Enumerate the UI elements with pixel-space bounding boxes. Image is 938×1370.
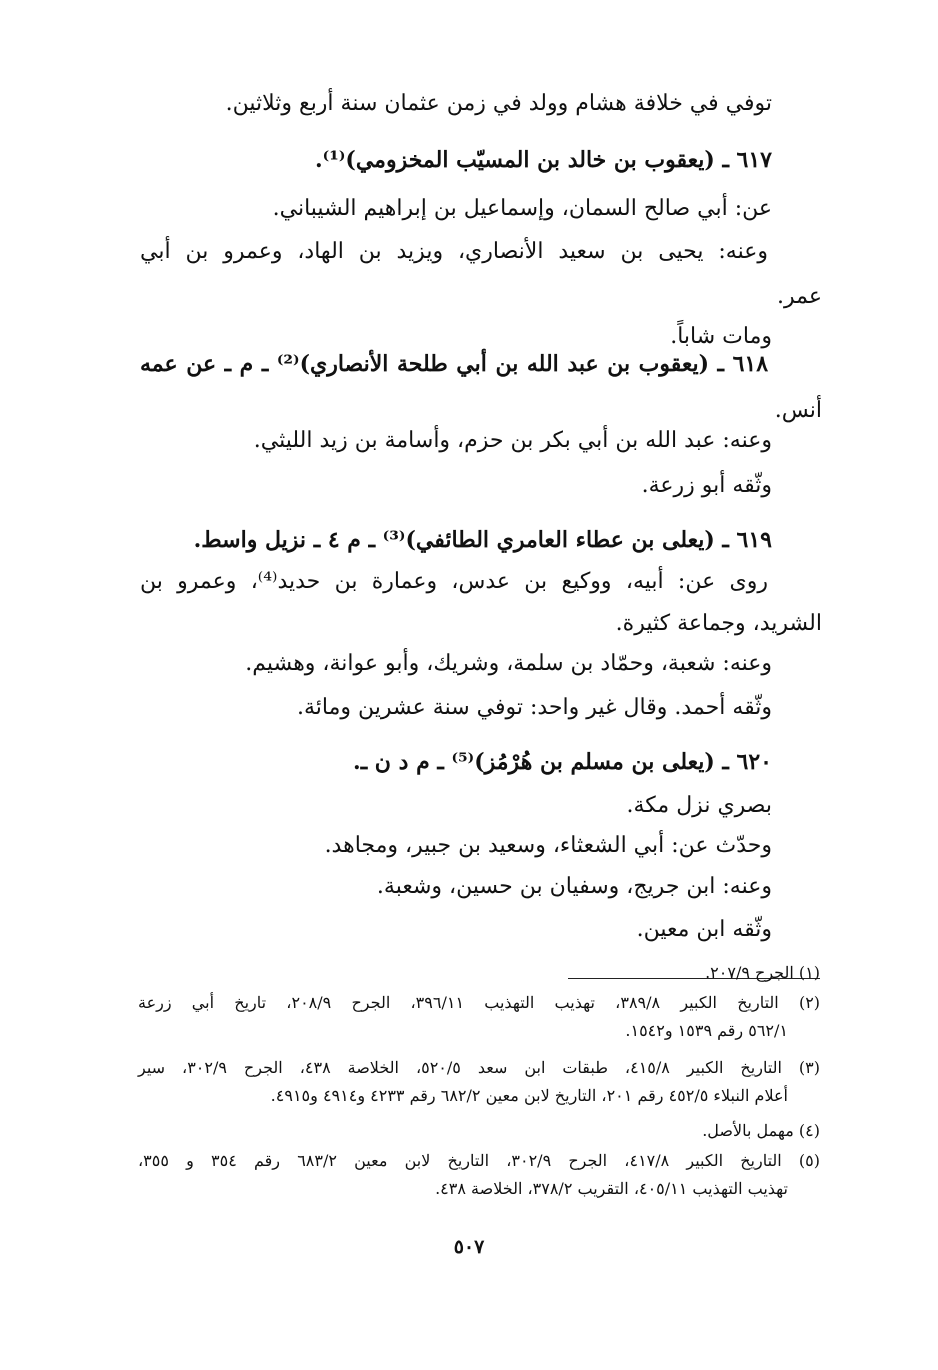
text-line: وحدّث عن: أبي الشعثاء، وسعيد بن جبير، ومجاهد. [324, 833, 772, 858]
footnote-1: (١) الجرح ٢٠٧/٩. [705, 963, 820, 982]
footnote-3-cont: أعلام النبلاء ٤٥٢/٥ رقم ٢٠١، التاريخ لابن معين ٦٨٢/٢ رقم ٤٢٣٣ و٤٩١٤ و٤٩١٥. [270, 1086, 788, 1105]
text-line: وعنه: ابن جريج، وسفيان بن حسين، وشعبة. [376, 874, 772, 899]
footnote-4: (٤) مهمل بالأصل. [702, 1121, 820, 1140]
footnote-2-cont: ٥٦٢/١ رقم ١٥٣٩ و١٥٤٢. [625, 1021, 788, 1040]
text-line: ومات شاباً. [670, 324, 772, 349]
entry-heading-617: ٦١٧ ـ (يعقوب بن خالد بن المسيّب المخزومي)⁽¹⁾. [315, 147, 772, 173]
text-line: بصري نزل مكة. [626, 793, 772, 818]
text-line: عن: أبي صالح السمان، وإسماعيل بن إبراهيم الشيباني. [272, 196, 772, 221]
entry-heading-619: ٦١٩ ـ (يعلى بن عطاء العامري الطائفي)⁽³⁾ ـ م ٤ ـ نزيل واسط. [193, 527, 772, 553]
entry-heading-620: ٦٢٠ ـ (يعلى بن مسلم بن هُرْمُز)⁽⁵⁾ ـ م د ن ـ. [353, 749, 772, 775]
footnote-5-cont: تهذيب التهذيب ٤٠٥/١١، التقريب ٣٧٨/٢، الخلاصة ٤٣٨. [435, 1179, 788, 1198]
text-line: وثّقه أبو زرعة. [641, 473, 772, 498]
text-line: أنس. [774, 398, 822, 423]
entry-heading-618: ٦١٨ ـ (يعقوب بن عبد الله بن أبي طلحة الأنصاري)⁽²⁾ ـ م ـ عن عمه [140, 351, 769, 377]
footnote-2: (٢) التاريخ الكبير ٣٨٩/٨، تهذيب التهذيب ٣٩٦/١١، الجرح ٢٠٨/٩، تاريخ أبي زرعة [138, 993, 821, 1012]
footnote-3: (٣) التاريخ الكبير ٤١٥/٨، طبقات ابن سعد ٥٢٠/٥، الخلاصة ٤٣٨، الجرح ٣٠٢/٩، سير [138, 1058, 821, 1077]
text-line: عمر. [777, 284, 822, 309]
text-line: روى عن: أبيه، ووكيع بن عدس، وعمارة بن حديد⁽⁴⁾، وعمرو بن [140, 569, 768, 594]
text-line: وثّقه ابن معين. [636, 917, 772, 942]
text-line: الشريد، وجماعة كثيرة. [615, 611, 822, 636]
text-line: وعنه: عبد الله بن أبي بكر بن حزم، وأسامة بن زيد الليثي. [253, 428, 772, 453]
text-line: توفي في خلافة هشام وولد في زمن عثمان سنة أربع وثلاثين. [225, 91, 772, 116]
text-line: وعنه: يحيى بن سعيد الأنصاري، ويزيد بن الهاد، وعمرو بن أبي [140, 239, 768, 264]
text-line: وعنه: شعبة، وحمّاد بن سلمة، وشريك، وأبو عوانة، وهشيم. [245, 651, 772, 676]
page-number: ٥٠٧ [453, 1236, 485, 1258]
footnote-5: (٥) التاريخ الكبير ٤١٧/٨، الجرح ٣٠٢/٩، التاريخ لابن معين ٦٨٣/٢ رقم ٣٥٤ و ٣٥٥، [138, 1151, 821, 1170]
text-line: وثّقه أحمد. وقال غير واحد: توفي سنة عشرين ومائة. [297, 695, 772, 720]
